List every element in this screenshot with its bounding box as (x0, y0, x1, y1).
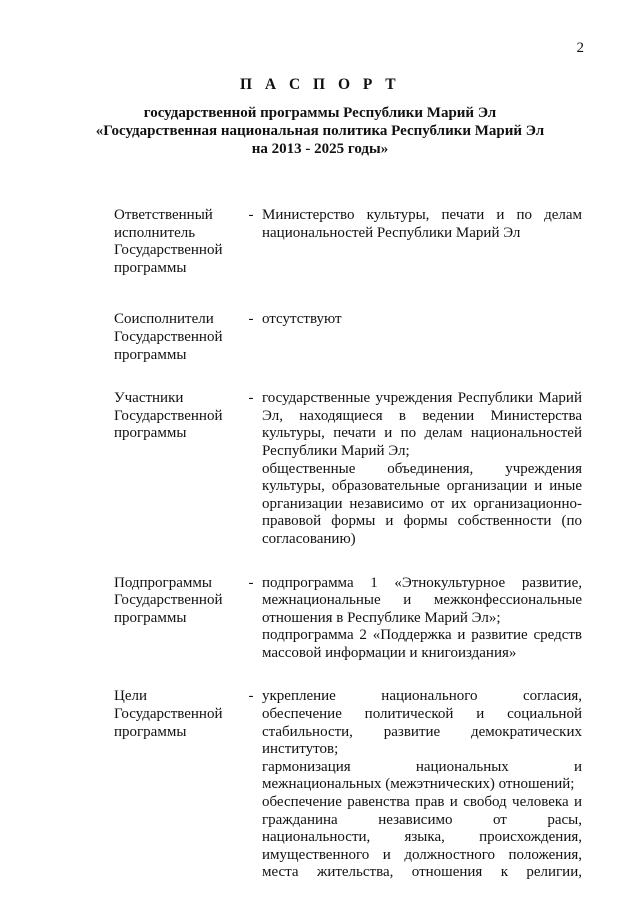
row-dash: - (248, 311, 254, 328)
row-value (262, 688, 582, 882)
passport-row-responsible-executor (114, 207, 582, 277)
row-label: Участники Государственной программы (114, 390, 223, 442)
subtitle-line: государственной программы Республики Марий Эл (143, 105, 497, 121)
program-subtitle (0, 104, 640, 158)
row-label: Ответственный исполнитель Государственной программы (114, 207, 223, 276)
row-dash: - (248, 390, 254, 407)
passport-row-participants (114, 390, 582, 548)
row-dash: - (248, 688, 254, 705)
row-value (262, 311, 582, 364)
row-value (262, 207, 582, 277)
row-paragraph: обеспечение равенства прав и свобод человека и гражданина независимо от расы, национальности, языка, происхождения, имущественного и должностного положения, места жительства, отношения к религии, (262, 794, 582, 881)
row-paragraph: подпрограмма 1 «Этнокультурное развитие, межнациональные и межконфессиональные отношения в Республике Марий Эл»; (262, 574, 582, 626)
row-label: Подпрограммы Государственной программы (114, 574, 223, 626)
row-dash: - (248, 207, 254, 223)
row-label: Соисполнители Государственной программы (114, 311, 223, 363)
row-label: Цели Государственной программы (114, 688, 223, 740)
passport-row-co-executors (114, 311, 582, 364)
row-paragraph: отсутствуют (262, 311, 342, 328)
subtitle-line: «Государственная национальная политика Республики Марий Эл (95, 123, 545, 139)
row-paragraph: государственные учреждения Республики Марий Эл, находящиеся в ведении Министерства культуры, печати и по делам национальностей Республики Марий Эл; (262, 390, 582, 459)
row-paragraph: укрепление национального согласия, обеспечение политической и социальной стабильности, развитие демократических институтов; (262, 688, 582, 758)
subtitle-line: на 2013 - 2025 годы» (251, 141, 389, 157)
row-value (262, 390, 582, 548)
row-paragraph: подпрограмма 2 «Поддержка и развитие средств массовой информации и книгоиздания» (262, 627, 582, 661)
row-dash: - (248, 574, 254, 591)
row-paragraph: общественные объединения, учреждения культуры, образовательные организации и иные организации независимо от их организационно-правовой формы и формы собственности (по согласованию) (262, 460, 582, 547)
row-paragraph: Министерство культуры, печати и по делам национальностей Республики Марий Эл (262, 207, 582, 241)
passport-row-subprograms (114, 575, 582, 663)
document-title: П А С П О Р Т (239, 76, 401, 93)
page-number: 2 (576, 40, 584, 56)
passport-table (114, 207, 582, 882)
row-value (262, 575, 582, 663)
passport-row-goals (114, 688, 582, 882)
row-paragraph: гармонизация национальных и межнациональных (межэтнических) отношений; (262, 758, 582, 793)
